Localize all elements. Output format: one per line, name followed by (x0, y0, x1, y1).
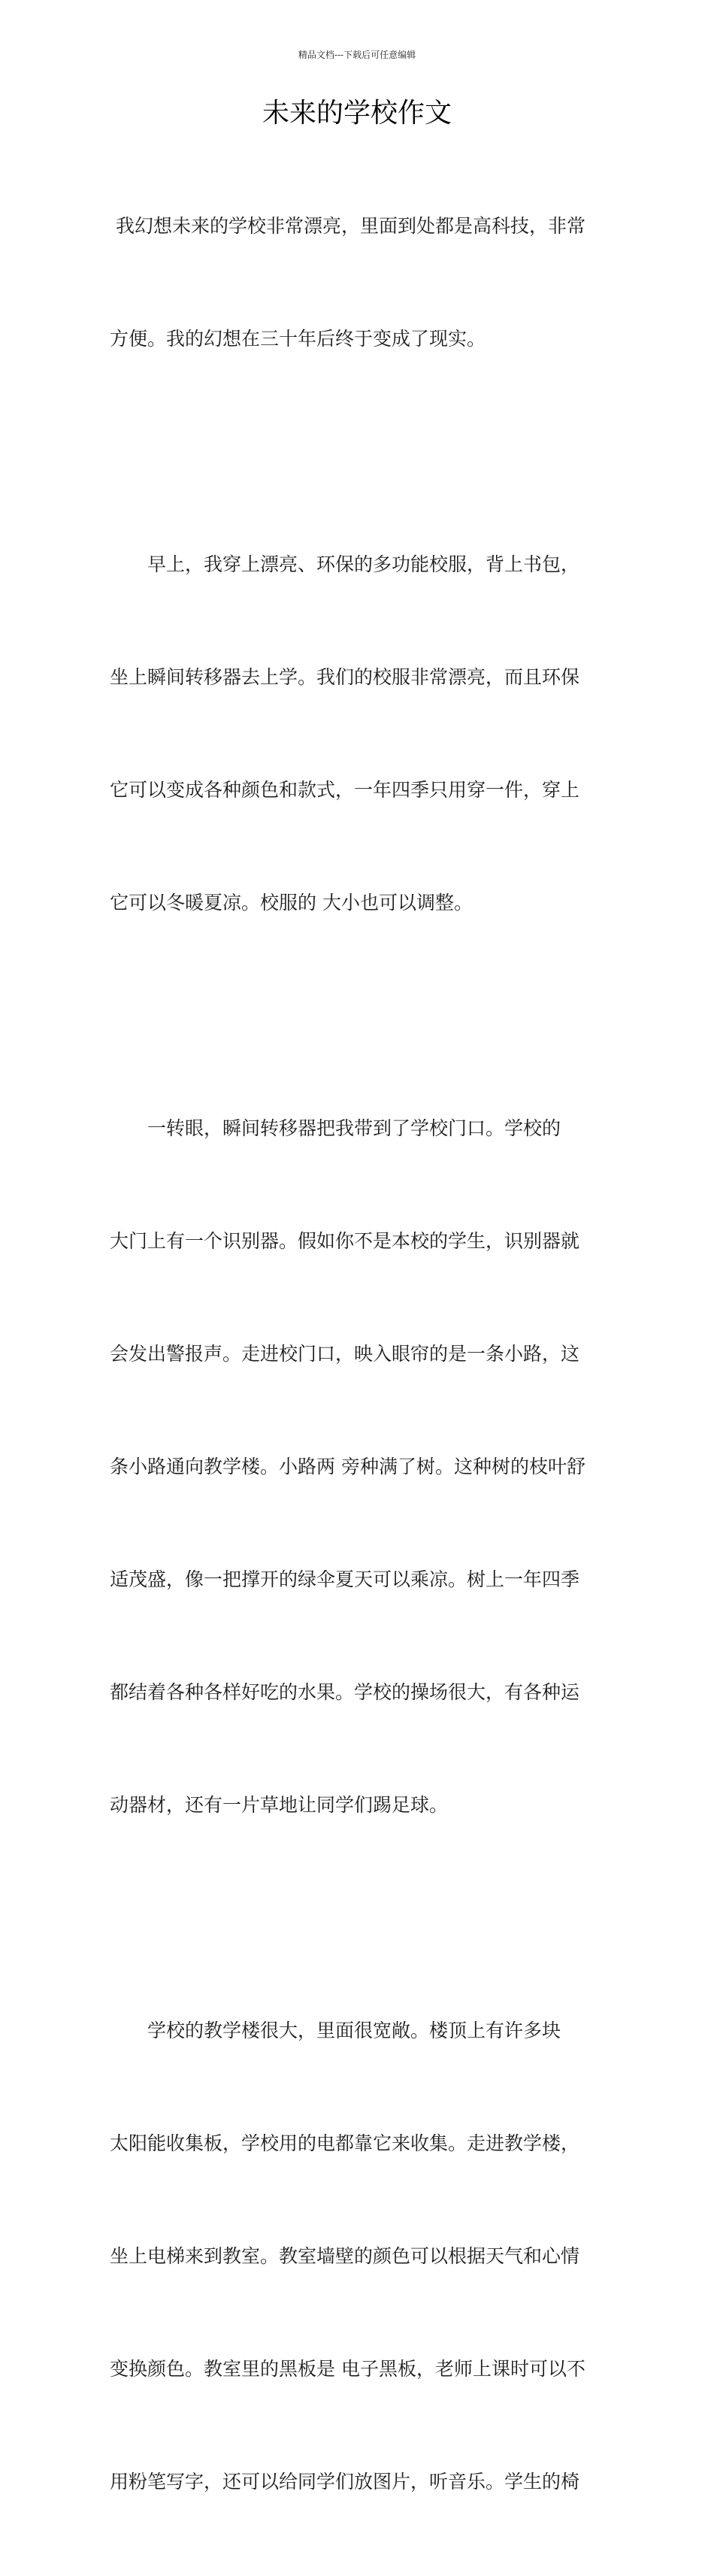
text-line: 它可以冬暖夏凉。校服的 大小也可以调整。 (110, 892, 473, 914)
text-line: 变换颜色。教室里的黑板是 电子黑板，老师上课时可以不 (110, 2358, 585, 2380)
paragraph-3 (110, 1035, 609, 1899)
text-line: 用粉笔写字，还可以给同学们放图片，听音乐。学生的椅 (110, 2471, 580, 2493)
text-line: 动器材，还有一片草地让同学们踢足球。 (110, 1794, 449, 1816)
text-line: 方便。我的幻想在三十年后终于变成了现实。 (110, 328, 486, 350)
text-line: 早上，我穿上漂亮、环保的多功能校服，背上书包， (110, 553, 580, 575)
page-header: 精品文档---下载后可任意编辑 (298, 50, 416, 60)
text-line: 学校的教学楼很大，里面很宽敞。楼顶上有许多块 (110, 2020, 561, 2041)
text-line: 大门上有一个识别器。假如你不是本校的学生，识别器就 (110, 1230, 580, 1252)
paragraph-gap (110, 1899, 609, 1937)
document-body (110, 132, 609, 2576)
paragraph-4 (110, 1937, 609, 2576)
text-line: 都结着各种各样好吃的水果。学校的操场很大，有各种运 (110, 1681, 580, 1703)
text-line: 一转眼，瞬间转移器把我带到了学校门口。学校的 (110, 1117, 561, 1139)
text-line: 条小路通向教学楼。小路两 旁种满了树。这种树的枝叶舒 (110, 1456, 585, 1477)
text-line: 坐上瞬间转移器去上学。我们的校服非常漂亮，而且环保 (110, 666, 580, 688)
text-line: 我幻想未来的学校非常漂亮，里面到处都是高科技，非常 (110, 215, 585, 237)
paragraph-2 (110, 471, 609, 997)
paragraph-gap (110, 997, 609, 1035)
text-line: 坐上电梯来到教室。教室墙壁的颜色可以根据天气和心情 (110, 2245, 580, 2267)
paragraph-1 (110, 132, 609, 433)
text-line: 太阳能收集板，学校用的电都靠它来收集。走进教学楼， (110, 2132, 580, 2154)
paragraph-gap (110, 433, 609, 471)
text-line: 会发出警报声。走进校门口，映入眼帘的是一条小路，这 (110, 1343, 580, 1365)
text-line: 适茂盛，像一把撑开的绿伞夏天可以乘凉。树上一年四季 (110, 1568, 580, 1590)
text-line: 它可以变成各种颜色和款式，一年四季只用穿一件，穿上 (110, 779, 580, 801)
document-title: 未来的学校作文 (262, 98, 452, 129)
